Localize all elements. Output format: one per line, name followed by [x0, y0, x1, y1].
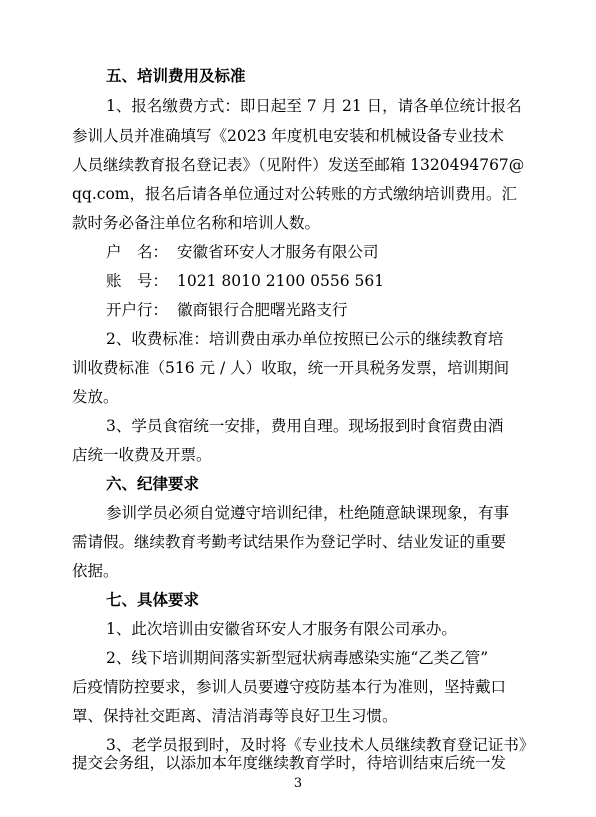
fees-item1-line-4: qq.com，报名后请各单位通过对公转账的方式缴纳培训费用。汇: [72, 185, 517, 203]
bank-row-bank: [0, 300, 596, 320]
bank-label: 开户行：: [106, 301, 169, 319]
discipline-line-2: 需请假。继续教育考勤考试结果作为登记学时、结业发证的重要: [72, 533, 507, 551]
account-number-label: 账 号：: [106, 272, 169, 290]
requirements-item1-line-1: 1、此次培训由安徽省环安人才服务有限公司承办。: [106, 620, 457, 638]
fees-item3-line-1: 3、学员食宿统一安排，费用自理。现场报到时食宿费由酒: [106, 417, 504, 435]
page-number: 3: [293, 776, 303, 791]
fees-item1-line-1: 1、报名缴费方式：即日起至 7 月 21 日，请各单位统计报名: [106, 97, 522, 115]
bank-row-account-name: [0, 242, 596, 262]
account-number-value: 1021 8010 2100 0556 561: [177, 272, 385, 290]
requirements-item3-line-1: 3、老学员报到时，及时将《专业技术人员继续教育登记证书》: [106, 736, 535, 754]
bank-value: 徽商银行合肥曙光路支行: [177, 301, 348, 319]
fees-item1-line-3: 人员继续教育报名登记表》（见附件）发送至邮箱 1320494767@: [72, 156, 525, 174]
discipline-line-1: 参训学员必须自觉遵守培训纪律，杜绝随意缺课现象，有事: [106, 504, 510, 522]
requirements-item2-line-3: 罩、保持社交距离、清洁消毒等良好卫生习惯。: [72, 707, 398, 725]
fees-item3-line-2: 店统一收费及开票。: [72, 446, 212, 464]
fees-item1-line-2: 参训人员并准确填写《2023 年度机电安装和机械设备专业技术: [72, 127, 504, 145]
fees-item2-line-2: 训收费标准（516 元 / 人）收取，统一开具税务发票，培训期间: [72, 359, 510, 377]
requirements-item2-line-1: 2、线下培训期间落实新型冠状病毒感染实施“乙类乙管”: [106, 649, 489, 667]
bank-row-account-number: [0, 271, 596, 291]
requirements-item2-line-2: 后疫情防控要求，参训人员要遵守疫防基本行为准则，坚持戴口: [72, 678, 507, 696]
fees-item2-line-3: 发放。: [72, 388, 119, 406]
account-name-label: 户 名：: [106, 243, 169, 261]
fees-item2-line-1: 2、收费标准：培训费由承办单位按照已公示的继续教育培: [106, 330, 504, 348]
requirements-item3-line-2: 提交会务组，以添加本年度继续教育学时，待培训结束后统一发: [72, 754, 507, 772]
section-heading-discipline: 六、纪律要求: [106, 475, 200, 493]
account-name-value: 安徽省环安人才服务有限公司: [177, 243, 379, 261]
section-heading-fees: 五、培训费用及标准: [106, 67, 246, 85]
fees-item1-line-5: 款时务必备注单位名称和培训人数。: [72, 214, 321, 232]
section-heading-requirements: 七、具体要求: [106, 591, 200, 609]
discipline-line-3: 依据。: [72, 562, 119, 580]
